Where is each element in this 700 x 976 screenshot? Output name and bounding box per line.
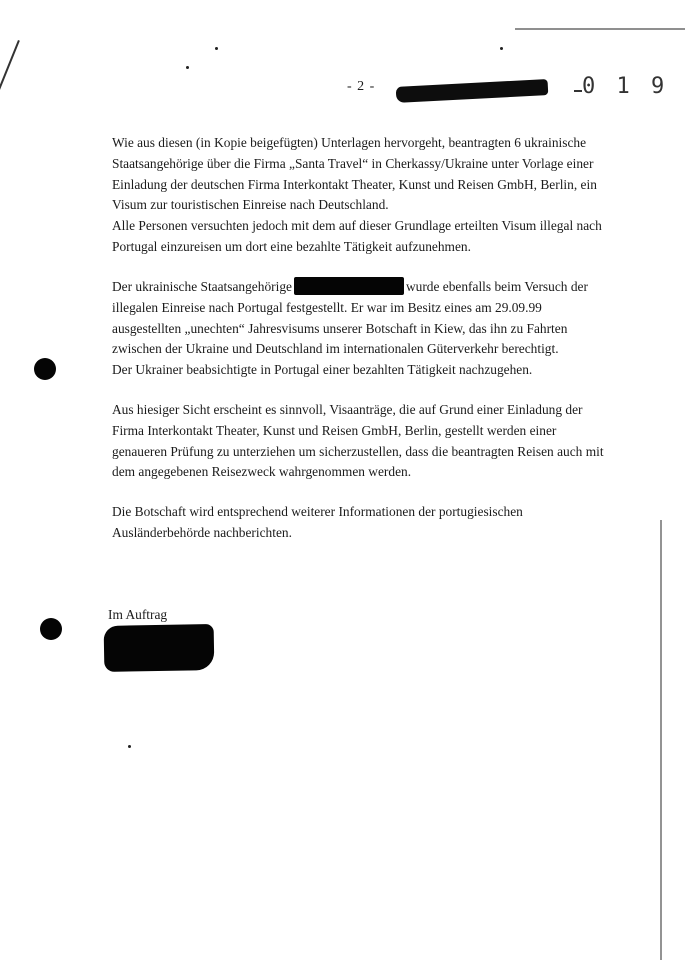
scan-edge-top: [515, 28, 685, 30]
pen-mark: [0, 40, 20, 120]
text-line: Aus hiesiger Sicht erscheint es sinnvoll, Visaanträge, die auf Grund einer Einladung der: [112, 402, 583, 417]
folio-number: 0 1 9: [582, 74, 669, 99]
scan-edge-right: [660, 520, 662, 960]
punch-hole: [34, 358, 56, 380]
text-line: Die Botschaft wird entsprechend weiterer Informationen der portugiesischen: [112, 504, 523, 519]
text-line: Firma Interkontakt Theater, Kunst und Reisen GmbH, Berlin, gestellt werden einer: [112, 422, 557, 438]
punch-hole: [40, 618, 62, 640]
text-line: Staatsangehörige über die Firma „Santa Travel“ in Cherkassy/Ukraine unter Vorlage einer: [112, 155, 594, 171]
text-line: Wie aus diesen (in Kopie beigefügten) Unterlagen hervorgeht, beantragten 6 ukrainische: [112, 135, 587, 150]
text-line-with-redaction: [112, 277, 612, 298]
paragraph-3: [112, 400, 612, 483]
text-line: zwischen der Ukraine und Deutschland im internationalen Güterverkehr berechtigt.: [112, 341, 559, 357]
text-line: illegalen Einreise nach Portugal festgestellt. Er war im Besitz eines am 29.09.99: [112, 299, 542, 315]
text-line: Ausländerbehörde nachberichten.: [112, 524, 292, 540]
text-line: Einladung der deutschen Firma Interkontakt Theater, Kunst und Reisen GmbH, Berlin, ein: [112, 176, 597, 192]
scan-speck: [500, 47, 503, 50]
scan-speck: [128, 745, 131, 748]
folio-dash: [574, 90, 582, 92]
text-fragment: Der ukrainische Staatsangehörige: [112, 279, 292, 294]
text-line: Portugal einzureisen um dort eine bezahlte Tätigkeit aufzunehmen.: [112, 238, 471, 254]
redacted-signature: [104, 624, 215, 672]
paragraph-1: [112, 133, 612, 258]
redaction-bar-header: [396, 79, 549, 103]
text-line: Alle Personen versuchten jedoch mit dem auf dieser Grundlage erteilten Visum illegal nach: [112, 218, 602, 234]
paragraph-4: [112, 502, 612, 544]
text-line: genaueren Prüfung zu unterziehen um sicherzustellen, dass die beantragten Reisen auch mit: [112, 443, 604, 459]
text-line: ausgestellten „unechten“ Jahresvisums unserer Botschaft in Kiew, das ihn zu Fahrten: [112, 320, 568, 336]
redacted-name: [294, 277, 404, 295]
text-line: Visum zur touristischen Einreise nach Deutschland.: [112, 197, 389, 213]
scan-speck: [215, 47, 218, 50]
signature-label: Im Auftrag: [108, 607, 168, 622]
scan-speck: [186, 66, 189, 69]
text-line: dem angegebenen Reisezweck wahrgenommen werden.: [112, 464, 412, 480]
page-number: - 2 -: [347, 79, 376, 94]
text-line: Der Ukrainer beabsichtigte in Portugal einer bezahlten Tätigkeit nachzugehen.: [112, 362, 533, 378]
text-fragment: wurde ebenfalls beim Versuch der: [405, 279, 588, 294]
paragraph-2: [112, 277, 612, 381]
